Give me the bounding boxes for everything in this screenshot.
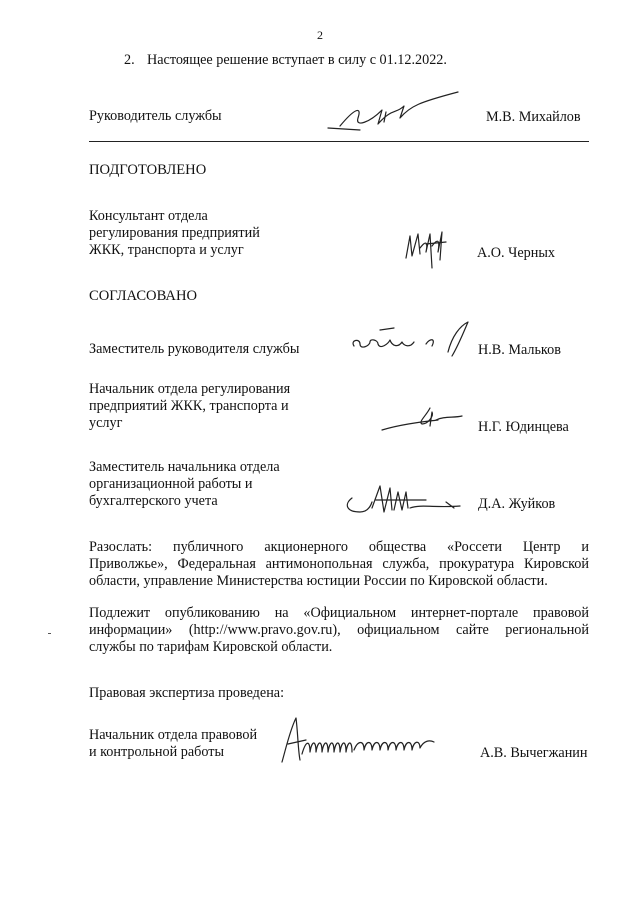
agreed-signer-position-line: бухгалтерского учета <box>89 493 218 509</box>
agreed-signer-name: Н.Г. Юдинцева <box>478 419 569 435</box>
zhuikov-signature <box>336 478 476 522</box>
agreed-signer-position-line: предприятий ЖКК, транспорта и <box>89 398 289 414</box>
publication-line: службы по тарифам Кировской области. <box>89 639 333 655</box>
prepared-position <box>89 208 260 259</box>
agreed-signer-position-line: Начальник отдела регулирования <box>89 381 291 397</box>
legal-position-line: и контрольной работы <box>89 744 224 760</box>
agreed-signer-position <box>89 459 280 510</box>
publication-line: информации» (http://www.pravo.gov.ru), официальном сайте региональной <box>89 622 589 638</box>
malkov-signature <box>340 316 490 366</box>
agreed-signer-position-line: услуг <box>89 415 123 431</box>
legal-review-note: Правовая экспертиза проведена: <box>89 685 285 701</box>
agreed-signer-name: Д.А. Жуйков <box>478 496 556 512</box>
agreed-signer-position-line: организационной работы и <box>89 476 253 492</box>
page-number: 2 <box>317 28 323 42</box>
stray-mark <box>48 633 51 634</box>
prepared-position-line: Консультант отдела <box>89 208 208 224</box>
chernykh-signature <box>396 228 456 274</box>
distribution-line: области, управление Министерства юстиции России по Кировской области. <box>89 573 548 589</box>
prepared-heading: ПОДГОТОВЛЕНО <box>89 162 207 178</box>
distribution-line: Приволжье», Федеральная антимонопольная служба, прокуратура Кировской <box>89 556 589 572</box>
prepared-name: А.О. Черных <box>477 245 555 261</box>
agreed-signer-position <box>89 381 290 432</box>
signature-divider <box>89 141 589 142</box>
agreed-signer-position-line: Заместитель руководителя службы <box>89 341 300 357</box>
distribution-line: Разослать: публичного акционерного общества «Россети Центр и <box>89 539 589 555</box>
legal-position-line: Начальник отдела правовой <box>89 727 258 743</box>
legal-position <box>89 727 257 761</box>
agreed-signer-name: Н.В. Мальков <box>478 342 561 358</box>
effective-date-clause: Настоящее решение вступает в силу с 01.12.2022. <box>147 52 447 68</box>
head-position: Руководитель службы <box>89 108 222 124</box>
vychegzhanin-signature <box>276 710 446 770</box>
agreed-signer-position-line: Заместитель начальника отдела <box>89 459 280 475</box>
publication-paragraph <box>89 605 589 656</box>
publication-line: Подлежит опубликованию на «Официальном интернет-портале правовой <box>89 605 589 621</box>
head-name: М.В. Михайлов <box>486 109 581 125</box>
legal-name: А.В. Вычегжанин <box>480 745 588 761</box>
agreed-signer-position <box>89 341 299 358</box>
yudintseva-signature <box>378 398 468 438</box>
head-signature <box>300 88 470 138</box>
agreed-heading: СОГЛАСОВАНО <box>89 288 198 304</box>
prepared-position-line: ЖКК, транспорта и услуг <box>89 242 244 258</box>
prepared-position-line: регулирования предприятий <box>89 225 260 241</box>
item-number: 2. <box>124 52 135 68</box>
distribution-paragraph <box>89 539 589 590</box>
